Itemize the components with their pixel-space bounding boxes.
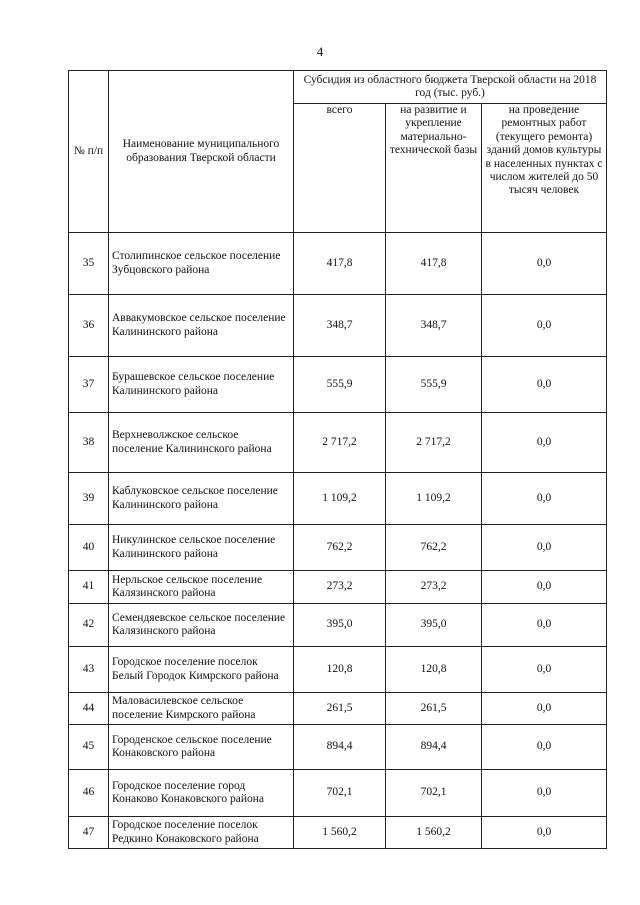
header-row — [69, 71, 607, 104]
row-repair: 0,0 — [482, 233, 607, 295]
row-number: 41 — [69, 571, 109, 604]
row-name: Городенское сельское поселение Конаковского района — [109, 725, 294, 770]
row-total: 120,8 — [294, 647, 386, 693]
row-total: 273,2 — [294, 571, 386, 604]
row-total: 1 109,2 — [294, 473, 386, 525]
row-total: 2 717,2 — [294, 413, 386, 473]
header-repair: на проведение ремонтных работ (текущего ремонта) зданий домов культуры в населенных пунктах с числом жителей до 50 тысяч человек — [482, 104, 607, 233]
row-number: 45 — [69, 725, 109, 770]
row-number: 46 — [69, 770, 109, 817]
row-number: 38 — [69, 413, 109, 473]
row-total: 894,4 — [294, 725, 386, 770]
table-row — [69, 357, 607, 413]
row-material: 2 717,2 — [386, 413, 482, 473]
table-row — [69, 817, 607, 849]
row-repair: 0,0 — [482, 357, 607, 413]
row-material: 348,7 — [386, 295, 482, 357]
row-material: 555,9 — [386, 357, 482, 413]
table-row — [69, 725, 607, 770]
row-number: 36 — [69, 295, 109, 357]
row-total: 762,2 — [294, 525, 386, 571]
row-total: 261,5 — [294, 693, 386, 725]
row-material: 120,8 — [386, 647, 482, 693]
row-name: Городское поселение поселок Белый Городок Кимрского района — [109, 647, 294, 693]
row-number: 39 — [69, 473, 109, 525]
row-total: 702,1 — [294, 770, 386, 817]
row-total: 417,8 — [294, 233, 386, 295]
row-name: Маловасилевское сельское поселение Кимрского района — [109, 693, 294, 725]
row-material: 395,0 — [386, 604, 482, 647]
row-repair: 0,0 — [482, 571, 607, 604]
row-name: Каблуковское сельское поселение Калининского района — [109, 473, 294, 525]
row-material: 762,2 — [386, 525, 482, 571]
row-name: Столипинское сельское поселение Зубцовского района — [109, 233, 294, 295]
row-number: 40 — [69, 525, 109, 571]
table-row — [69, 571, 607, 604]
header-total: всего — [294, 104, 386, 233]
row-repair: 0,0 — [482, 473, 607, 525]
row-total: 395,0 — [294, 604, 386, 647]
row-total: 555,9 — [294, 357, 386, 413]
table-row — [69, 647, 607, 693]
header-material: на развитие и укрепление материально-технической базы — [386, 104, 482, 233]
row-repair: 0,0 — [482, 725, 607, 770]
page-number: 4 — [316, 44, 324, 59]
subsidy-table — [68, 70, 607, 849]
row-material: 261,5 — [386, 693, 482, 725]
row-name: Нерльское сельское поселение Калязинского района — [109, 571, 294, 604]
row-total: 348,7 — [294, 295, 386, 357]
row-name: Верхневолжское сельское поселение Калининского района — [109, 413, 294, 473]
row-name: Городское поселение город Конаково Конаковского района — [109, 770, 294, 817]
row-repair: 0,0 — [482, 413, 607, 473]
row-name: Семендяевское сельское поселение Калязинского района — [109, 604, 294, 647]
row-number: 35 — [69, 233, 109, 295]
row-material: 417,8 — [386, 233, 482, 295]
row-number: 44 — [69, 693, 109, 725]
row-repair: 0,0 — [482, 693, 607, 725]
header-subsidy-group: Субсидия из областного бюджета Тверской области на 2018 год (тыс. руб.) — [294, 71, 607, 104]
row-material: 702,1 — [386, 770, 482, 817]
row-repair: 0,0 — [482, 817, 607, 849]
row-repair: 0,0 — [482, 295, 607, 357]
table-row — [69, 604, 607, 647]
row-material: 273,2 — [386, 571, 482, 604]
row-name: Никулинское сельское поселение Калининского района — [109, 525, 294, 571]
row-total: 1 560,2 — [294, 817, 386, 849]
row-name: Бурашевское сельское поселение Калининского района — [109, 357, 294, 413]
table-row — [69, 770, 607, 817]
row-name: Аввакумовское сельское поселение Калининского района — [109, 295, 294, 357]
table-row — [69, 413, 607, 473]
header-number: № п/п — [69, 71, 109, 233]
row-repair: 0,0 — [482, 770, 607, 817]
row-name: Городское поселение поселок Редкино Конаковского района — [109, 817, 294, 849]
row-number: 43 — [69, 647, 109, 693]
row-number: 42 — [69, 604, 109, 647]
table-row — [69, 233, 607, 295]
table-row — [69, 295, 607, 357]
table-row — [69, 525, 607, 571]
row-repair: 0,0 — [482, 647, 607, 693]
table-row — [69, 693, 607, 725]
row-repair: 0,0 — [482, 604, 607, 647]
row-number: 37 — [69, 357, 109, 413]
table-row — [69, 473, 607, 525]
row-material: 1 109,2 — [386, 473, 482, 525]
header-name: Наименование муниципального образования Тверской области — [109, 71, 294, 233]
row-material: 894,4 — [386, 725, 482, 770]
row-material: 1 560,2 — [386, 817, 482, 849]
row-repair: 0,0 — [482, 525, 607, 571]
row-number: 47 — [69, 817, 109, 849]
